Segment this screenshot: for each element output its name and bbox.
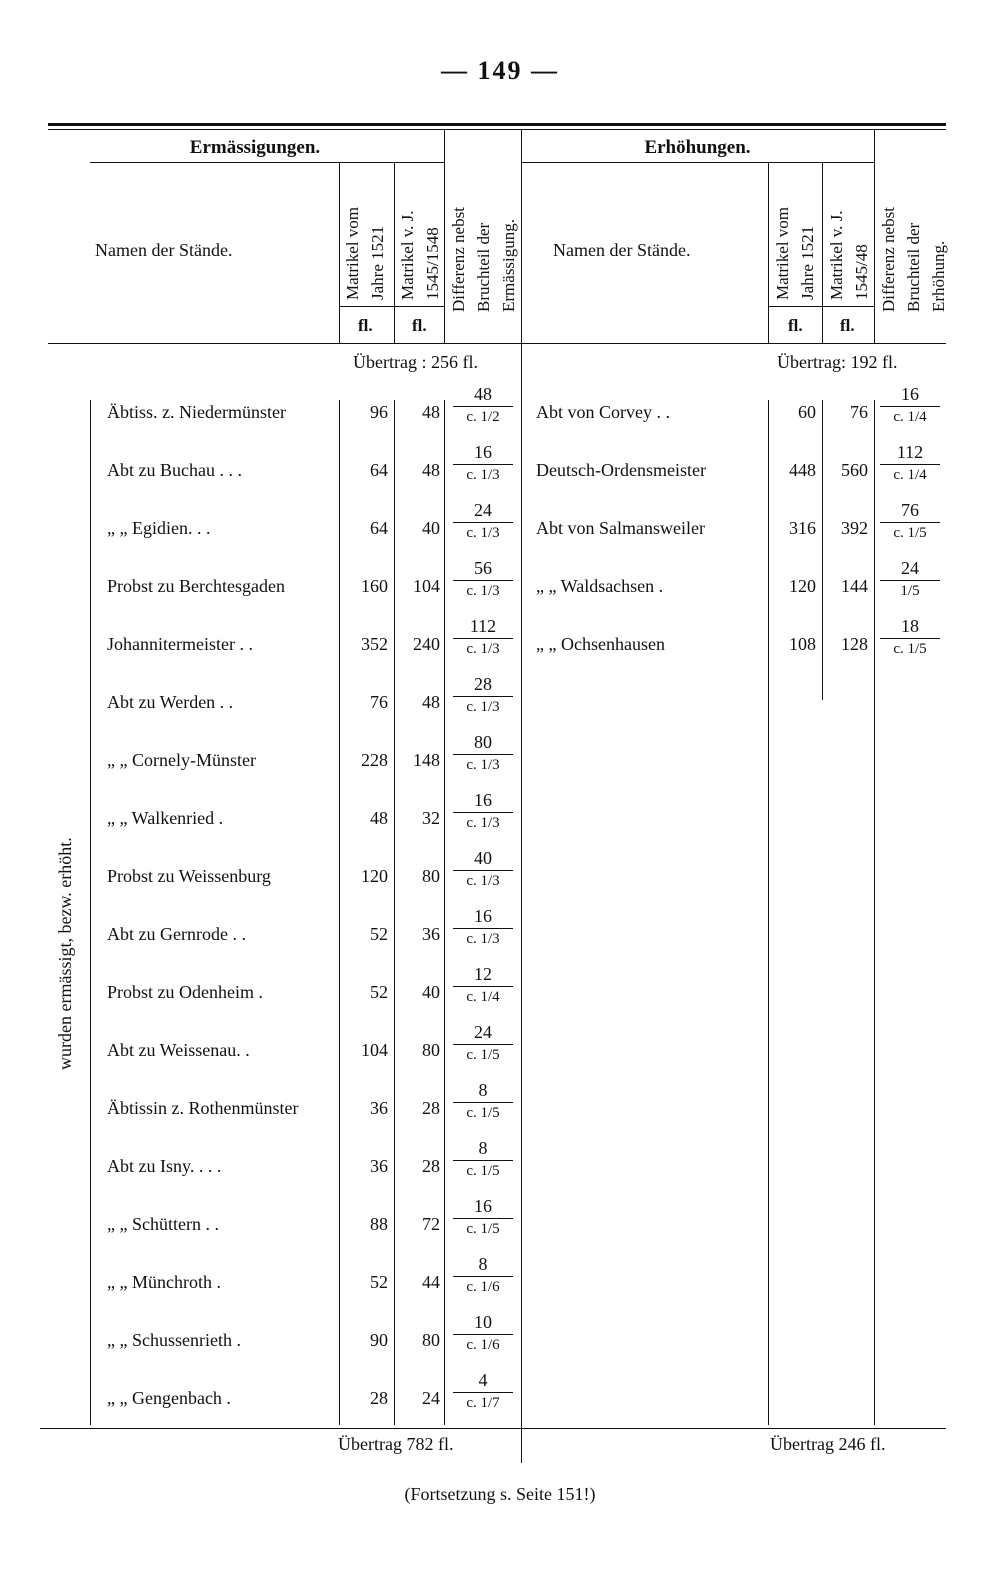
ratio-value: c. 1/3 <box>466 873 500 889</box>
matrikel-1545-value: 48 <box>422 460 440 480</box>
body-divider <box>822 400 823 700</box>
matrikel-1545-value: 48 <box>422 692 440 712</box>
body-divider <box>521 343 522 1463</box>
column-header-1521: Matrikel vom Jahre 1521 <box>773 206 817 300</box>
matrikel-1545-value: 148 <box>413 750 440 770</box>
unit-1545: fl. <box>840 316 855 335</box>
column-header-1545: Matrikel v. J. 1545/1548 <box>398 210 442 300</box>
difference-fraction <box>453 1370 513 1414</box>
matrikel-1545-value: 240 <box>413 634 440 654</box>
unit-1521: fl. <box>358 316 373 335</box>
section-rule <box>521 162 874 163</box>
difference-value: 10 <box>453 1312 513 1335</box>
difference-fraction <box>453 674 513 718</box>
body-divider <box>874 400 875 1425</box>
estate-name: Johannitermeister . . <box>107 634 253 654</box>
side-note: wurden ermässigt, bezw. erhöht. <box>55 837 75 1070</box>
ratio-value: c. 1/3 <box>466 699 500 715</box>
matrikel-1521-value: 160 <box>361 576 388 596</box>
bottom-rule <box>40 1428 946 1429</box>
ratio-value: c. 1/3 <box>466 757 500 773</box>
estate-name: „ „ Schussenrieth . <box>107 1330 241 1350</box>
column-header-1521: Matrikel vom Jahre 1521 <box>343 206 387 300</box>
matrikel-1545-value: 24 <box>422 1388 440 1408</box>
matrikel-1545-value: 128 <box>841 634 868 654</box>
ratio-value: c. 1/4 <box>893 467 927 483</box>
matrikel-1545-value: 48 <box>422 402 440 422</box>
ratio-value: c. 1/3 <box>466 641 500 657</box>
difference-fraction <box>453 442 513 486</box>
estate-name: Äbtiss. z. Niedermünster <box>107 402 286 422</box>
page-number: — 149 — <box>441 56 559 85</box>
section-title-reductions: Ermässigungen. <box>189 137 321 158</box>
ratio-value: c. 1/3 <box>466 815 500 831</box>
matrikel-1521-value: 90 <box>370 1330 388 1350</box>
difference-fraction <box>453 1022 513 1066</box>
matrikel-1545-value: 28 <box>422 1156 440 1176</box>
matrikel-1521-value: 64 <box>370 518 388 538</box>
top-rule-thick <box>48 123 946 126</box>
matrikel-1521-value: 120 <box>361 866 388 886</box>
carry-in-left: Übertrag : 256 fl. <box>353 352 478 372</box>
estate-name: „ „ Cornely-Münster <box>107 750 256 770</box>
unit-1521: fl. <box>788 316 803 335</box>
matrikel-1521-value: 36 <box>370 1156 388 1176</box>
header-divider <box>874 130 875 343</box>
matrikel-1545-value: 560 <box>841 460 868 480</box>
estate-name: „ „ Gengenbach . <box>107 1388 231 1408</box>
estate-name: „ „ Schüttern . . <box>107 1214 219 1234</box>
difference-value: 24 <box>453 1022 513 1045</box>
matrikel-1521-value: 76 <box>370 692 388 712</box>
estate-name: Abt von Corvey . . <box>536 402 670 422</box>
difference-value: 48 <box>453 384 513 407</box>
column-header-names: Namen der Stände. <box>95 240 233 260</box>
matrikel-1545-value: 40 <box>422 518 440 538</box>
matrikel-1521-value: 28 <box>370 1388 388 1408</box>
matrikel-1521-value: 64 <box>370 460 388 480</box>
matrikel-1521-value: 108 <box>789 634 816 654</box>
matrikel-1521-value: 448 <box>789 460 816 480</box>
matrikel-1545-value: 32 <box>422 808 440 828</box>
estate-name: „ „ Ochsenhausen <box>536 634 665 654</box>
ratio-value: c. 1/6 <box>466 1337 500 1353</box>
ratio-value: c. 1/2 <box>466 409 500 425</box>
matrikel-1521-value: 96 <box>370 402 388 422</box>
difference-value: 56 <box>453 558 513 581</box>
unit-rule <box>339 306 444 307</box>
difference-value: 8 <box>453 1080 513 1103</box>
matrikel-1521-value: 352 <box>361 634 388 654</box>
ratio-value: c. 1/4 <box>466 989 500 1005</box>
matrikel-1545-value: 80 <box>422 1040 440 1060</box>
continuation-note: (Fortsetzung s. Seite 151!) <box>404 1484 596 1504</box>
carry-out-right: Übertrag 246 fl. <box>770 1434 886 1454</box>
section-title-increases: Erhöhungen. <box>644 137 751 158</box>
estate-name: „ „ Walkenried . <box>107 808 224 828</box>
matrikel-1545-value: 104 <box>413 576 440 596</box>
difference-value: 24 <box>880 558 940 581</box>
estate-name: „ „ Waldsachsen . <box>536 576 664 596</box>
difference-fraction <box>453 848 513 892</box>
estate-name: „ „ Egidien. . . <box>107 518 211 538</box>
estate-name: Abt zu Werden . . <box>107 692 234 712</box>
matrikel-1521-value: 60 <box>798 402 816 422</box>
body-divider <box>90 400 91 1425</box>
difference-fraction <box>453 790 513 834</box>
ratio-value: c. 1/5 <box>893 641 927 657</box>
difference-value: 16 <box>880 384 940 407</box>
estate-name: Probst zu Odenheim . <box>107 982 263 1002</box>
matrikel-1545-value: 40 <box>422 982 440 1002</box>
difference-value: 80 <box>453 732 513 755</box>
header-bottom-rule <box>48 343 946 344</box>
carry-in-right: Übertrag: 192 fl. <box>777 352 898 372</box>
ratio-value: c. 1/7 <box>466 1395 500 1411</box>
matrikel-1521-value: 104 <box>361 1040 388 1060</box>
estate-name: Abt zu Isny. . . . <box>107 1156 222 1176</box>
difference-value: 16 <box>453 442 513 465</box>
estate-name: Abt zu Buchau . . . <box>107 460 242 480</box>
difference-value: 16 <box>453 1196 513 1219</box>
matrikel-1545-value: 80 <box>422 866 440 886</box>
difference-value: 12 <box>453 964 513 987</box>
unit-rule <box>768 306 874 307</box>
estate-name: Probst zu Weissenburg <box>107 866 271 886</box>
body-divider <box>768 400 769 1425</box>
unit-1545: fl. <box>412 316 427 335</box>
column-header-difference: Differenz nebst Bruchteil der Erhöhung. <box>879 207 948 312</box>
body-divider <box>444 400 445 1425</box>
difference-fraction <box>453 384 513 428</box>
column-header-difference: Differenz nebst Bruchteil der Ermässigung. <box>449 207 518 312</box>
difference-value: 16 <box>453 790 513 813</box>
matrikel-1545-value: 72 <box>422 1214 440 1234</box>
difference-fraction <box>453 500 513 544</box>
matrikel-1521-value: 316 <box>789 518 816 538</box>
difference-value: 40 <box>453 848 513 871</box>
matrikel-1545-value: 28 <box>422 1098 440 1118</box>
difference-fraction <box>453 1312 513 1356</box>
matrikel-1521-value: 52 <box>370 924 388 944</box>
header-divider <box>822 162 823 343</box>
estate-name: Abt von Salmansweiler <box>536 518 705 538</box>
difference-fraction <box>880 558 940 602</box>
estate-name: Abt zu Weissenau. . <box>107 1040 250 1060</box>
difference-fraction <box>453 1138 513 1182</box>
difference-fraction <box>453 616 513 660</box>
estate-name: Abt zu Gernrode . . <box>107 924 246 944</box>
ratio-value: c. 1/5 <box>466 1221 500 1237</box>
column-header-names: Namen der Stände. <box>553 240 691 260</box>
ratio-value: c. 1/3 <box>466 467 500 483</box>
matrikel-1521-value: 228 <box>361 750 388 770</box>
difference-fraction <box>880 500 940 544</box>
matrikel-1521-value: 88 <box>370 1214 388 1234</box>
ratio-value: c. 1/5 <box>466 1047 500 1063</box>
ratio-value: c. 1/4 <box>893 409 927 425</box>
difference-value: 8 <box>453 1138 513 1161</box>
top-rule-thin <box>48 129 946 130</box>
difference-fraction <box>453 732 513 776</box>
ratio-value: c. 1/6 <box>466 1279 500 1295</box>
matrikel-1521-value: 36 <box>370 1098 388 1118</box>
ratio-value: c. 1/3 <box>466 931 500 947</box>
difference-value: 8 <box>453 1254 513 1277</box>
estate-name: Probst zu Berchtesgaden <box>107 576 285 596</box>
difference-value: 112 <box>880 442 940 465</box>
matrikel-1545-value: 76 <box>850 402 868 422</box>
difference-fraction <box>453 1080 513 1124</box>
column-header-1545: Matrikel v. J. 1545/48 <box>827 210 871 300</box>
difference-value: 24 <box>453 500 513 523</box>
difference-value: 28 <box>453 674 513 697</box>
difference-fraction <box>453 1196 513 1240</box>
difference-fraction <box>453 964 513 1008</box>
difference-fraction <box>880 616 940 660</box>
matrikel-1521-value: 52 <box>370 1272 388 1292</box>
matrikel-1521-value: 120 <box>789 576 816 596</box>
matrikel-1545-value: 36 <box>422 924 440 944</box>
difference-value: 18 <box>880 616 940 639</box>
matrikel-1545-value: 80 <box>422 1330 440 1350</box>
ratio-value: c. 1/3 <box>466 525 500 541</box>
ratio-value: c. 1/5 <box>466 1163 500 1179</box>
difference-fraction <box>880 384 940 428</box>
ratio-value: c. 1/3 <box>466 583 500 599</box>
difference-value: 4 <box>453 1370 513 1393</box>
estate-name: Deutsch-Ordensmeister <box>536 460 706 480</box>
difference-fraction <box>453 906 513 950</box>
section-rule <box>90 162 444 163</box>
difference-fraction <box>453 558 513 602</box>
matrikel-1521-value: 52 <box>370 982 388 1002</box>
difference-fraction <box>453 1254 513 1298</box>
header-divider <box>768 162 769 343</box>
estate-name: „ „ Münchroth . <box>107 1272 221 1292</box>
estate-name: Äbtissin z. Rothenmünster <box>107 1098 299 1118</box>
difference-value: 76 <box>880 500 940 523</box>
matrikel-1545-value: 144 <box>841 576 868 596</box>
ratio-value: c. 1/5 <box>893 525 927 541</box>
difference-fraction <box>880 442 940 486</box>
matrikel-1521-value: 48 <box>370 808 388 828</box>
difference-value: 112 <box>453 616 513 639</box>
ratio-value: 1/5 <box>900 583 920 599</box>
matrikel-1545-value: 392 <box>841 518 868 538</box>
ratio-value: c. 1/5 <box>466 1105 500 1121</box>
carry-out-left: Übertrag 782 fl. <box>338 1434 454 1454</box>
difference-value: 16 <box>453 906 513 929</box>
matrikel-1545-value: 44 <box>422 1272 440 1292</box>
